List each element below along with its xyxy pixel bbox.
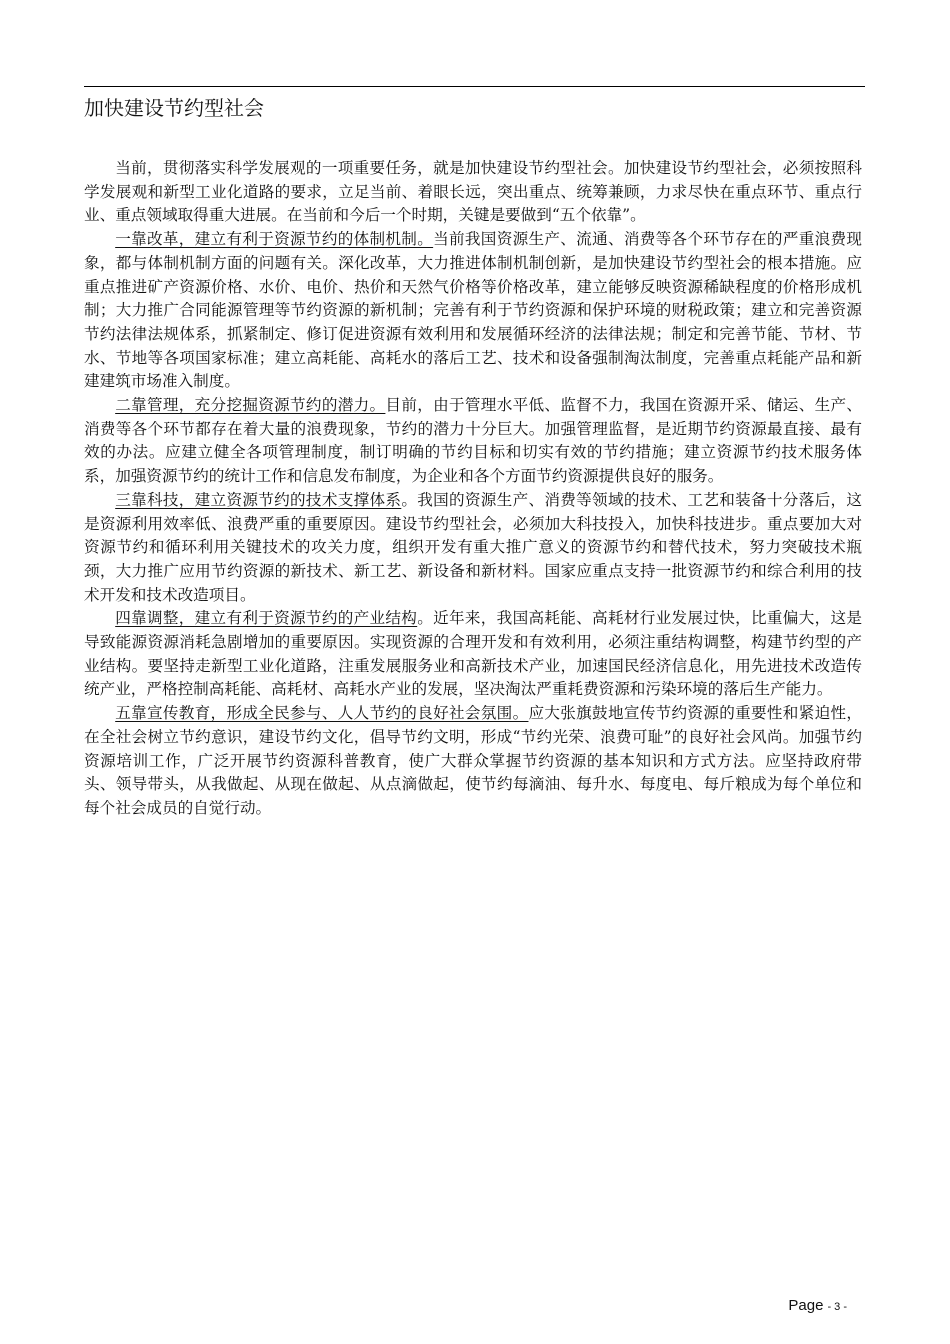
page-label: Page [788, 1297, 824, 1314]
section-body-education: 应大张旗鼓地宣传节约资源的重要性和紧迫性，在全社会树立节约意识，建设节约文化，倡导节约文明，形成“节约光荣、浪费可耻”的良好社会风尚。加强节约资源培训工作，广泛开展节约资源科普教育，使广大群众掌握节约资源的基本知识和方式方法。应坚持政府带头、领导带头，从我做起、从现在做起、从点滴做起，使节约每滴油、每升水、每度电、每斤粮成为每个单位和每个社会成员的自觉行动。 [84, 704, 862, 817]
section-lead-adjustment: 四靠调整，建立有利于资源节约的产业结构 [115, 609, 418, 628]
header-rule [84, 86, 865, 87]
page-footer [788, 1297, 847, 1315]
section-lead-education: 五靠宣传教育，形成全民参与、人人节约的良好社会氛围。 [115, 704, 529, 723]
section-body-reform: 当前我国资源生产、流通、消费等各个环节存在的严重浪费现象，都与体制机制方面的问题有关。深化改革，大力推进体制机制创新，是加快建设节约型社会的根本措施。应重点推进矿产资源价格、水价、电价、热价和天然气价格等价格改革，建立能够反映资源稀缺程度的价格形成机制；大力推广合同能源管理等节约资源的新机制；完善有利于节约资源和保护环境的财税政策；建立和完善资源节约法律法规体系，抓紧制定、修订促进资源有效利用和发展循环经济的法律法规；制定和完善节能、节材、节水、节地等各项国家标准；建立高耗能、高耗水的落后工艺、技术和设备强制淘汰制度，完善重点耗能产品和新建建筑市场准入制度。 [84, 230, 862, 391]
document-title: 加快建设节约型社会 [84, 96, 264, 120]
page-number: - 3 - [827, 1301, 847, 1313]
section-paragraph-education [84, 702, 862, 821]
section-lead-management: 二靠管理，充分挖掘资源节约的潜力。 [115, 396, 386, 415]
section-lead-technology: 三靠科技，建立资源节约的技术支撑体系 [115, 490, 402, 509]
document-body [84, 157, 862, 821]
section-paragraph-adjustment [84, 607, 862, 702]
section-lead-reform: 一靠改革，建立有利于资源节约的体制机制。 [115, 230, 434, 249]
intro-paragraph: 当前，贯彻落实科学发展观的一项重要任务，就是加快建设节约型社会。加快建设节约型社会，必须按照科学发展观和新型工业化道路的要求，立足当前、着眼长远，突出重点、统筹兼顾，力求尽快在重点环节、重点行业、重点领域取得重大进展。在当前和今后一个时期，关键是要做到“五个依靠”。 [84, 159, 862, 225]
section-paragraph-reform [84, 228, 862, 394]
section-body-technology: 。我国的资源生产、消费等领域的技术、工艺和装备十分落后，这是资源利用效率低、浪费严重的重要原因。建设节约型社会，必须加大科技投入，加快科技进步。重点要加大对资源节约和循环利用关键技术的攻关力度，组织开发有重大推广意义的资源节约和替代技术，努力突破技术瓶颈，大力推广应用节约资源的新技术、新工艺、新设备和新材料。国家应重点支持一批资源节约和综合利用的技术开发和技术改造项目。 [84, 490, 862, 604]
section-body-adjustment: 。近年来，我国高耗能、高耗材行业发展过快，比重偏大，这是导致能源资源消耗急剧增加的重要原因。实现资源的合理开发和有效利用，必须注重结构调整，构建节约型的产业结构。要坚持走新型工业化道路，注重发展服务业和高新技术产业，加速国民经济信息化，用先进技术改造传统产业，严格控制高耗能、高耗材、高耗水产业的发展，坚决淘汰严重耗费资源和污染环境的落后生产能力。 [84, 609, 862, 699]
section-body-management: 目前，由于管理水平低、监督不力，我国在资源开采、储运、生产、消费等各个环节都存在着大量的浪费现象，节约的潜力十分巨大。加强管理监督，是近期节约资源最直接、最有效的办法。应建立健全各项管理制度，制订明确的节约目标和切实有效的节约措施；建立资源节约技术服务体系，加强资源节约的统计工作和信息发布制度，为企业和各个方面节约资源提供良好的服务。 [84, 396, 862, 486]
section-paragraph-technology [84, 489, 862, 608]
section-paragraph-management [84, 394, 862, 489]
